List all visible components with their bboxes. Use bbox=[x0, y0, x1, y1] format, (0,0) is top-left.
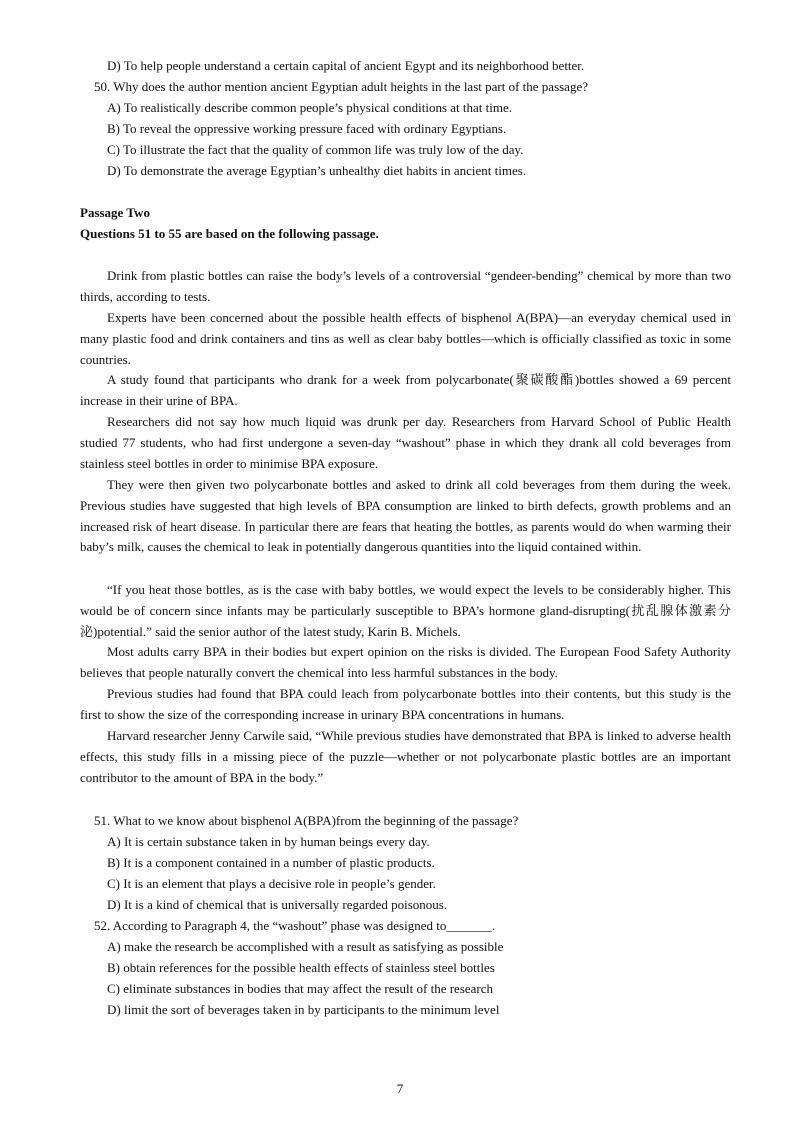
q50-option-c: C) To illustrate the fact that the quality of common life was truly low of the day. bbox=[107, 142, 524, 157]
q51-option-d: D) It is a kind of chemical that is universally regarded poisonous. bbox=[107, 897, 448, 912]
q51-option-c: C) It is an element that plays a decisive role in people’s gender. bbox=[107, 876, 436, 891]
q50-option-b: B) To reveal the oppressive working pressure faced with ordinary Egyptians. bbox=[107, 121, 507, 136]
q52-option-a: A) make the research be accomplished with a result as satisfying as possible bbox=[107, 939, 504, 954]
passage-paragraph-8: Previous studies had found that BPA could leach from polycarbonate bottles into their contents, but this study is the first to show the size of the corresponding increase in urinary BPA concentrations in humans. bbox=[80, 686, 731, 722]
q52-option-c: C) eliminate substances in bodies that may affect the result of the research bbox=[107, 981, 494, 996]
q51-option-b: B) It is a component contained in a number of plastic products. bbox=[107, 855, 435, 870]
passage-paragraph-7: Most adults carry BPA in their bodies but expert opinion on the risks is divided. The European Food Safety Authority believes that people naturally convert the chemical into less harmful substances in the body. bbox=[80, 644, 731, 680]
q51-stem: 51. What to we know about bisphenol A(BPA)from the beginning of the passage? bbox=[94, 813, 519, 828]
q49-option-d: D) To help people understand a certain capital of ancient Egypt and its neighborhood better. bbox=[107, 58, 585, 73]
q52-stem: 52. According to Paragraph 4, the “washout” phase was designed to_______. bbox=[94, 918, 496, 933]
passage-paragraph-5: They were then given two polycarbonate bottles and asked to drink all cold beverages from them during the week. Previous studies have suggested that high levels of BPA consumption are linked to birth defects, growth problems and an increased risk of heart disease. In particular there are fears that heating the bottles, as parents would do when warming their baby’s milk, causes the chemical to leak in potentially dangerous quantities into the liquid contained within. bbox=[80, 477, 731, 555]
q52-option-d: D) limit the sort of beverages taken in by participants to the minimum level bbox=[107, 1002, 500, 1017]
passage-paragraph-9: Harvard researcher Jenny Carwile said, “While previous studies have demonstrated that BPA is linked to adverse health effects, this study fills in a missing piece of the puzzle—whether or not polycarbonate plastic bottles are an important contributor to the amount of BPA in the body.” bbox=[80, 728, 731, 785]
passage-paragraph-6: “If you heat those bottles, as is the case with baby bottles, we would expect the levels to be considerably higher. This would be of concern since infants may be particularly susceptible to BPA’s hormone gland-disrupting(扰乱腺体激素分泌)potential.” said the senior author of the latest study, Karin B. Michels. bbox=[80, 582, 731, 639]
passage-instruction: Questions 51 to 55 are based on the following passage. bbox=[80, 226, 379, 241]
passage-paragraph-3: A study found that participants who drank for a week from polycarbonate(聚碳酸酯)bottles showed a 69 percent increase in their urine of BPA. bbox=[80, 372, 731, 408]
q52-option-b: B) obtain references for the possible health effects of stainless steel bottles bbox=[107, 960, 495, 975]
q50-option-a: A) To realistically describe common people’s physical conditions at that time. bbox=[107, 100, 512, 115]
passage-paragraph-2: Experts have been concerned about the possible health effects of bisphenol A(BPA)—an everyday chemical used in many plastic food and drink containers and tins as well as clear baby bottles—which is officially classified as toxic in some countries. bbox=[80, 310, 731, 367]
q51-option-a: A) It is certain substance taken in by human beings every day. bbox=[107, 834, 430, 849]
page-number: 7 bbox=[396, 1081, 404, 1096]
q50-option-d: D) To demonstrate the average Egyptian’s unhealthy diet habits in ancient times. bbox=[107, 163, 527, 178]
passage-title: Passage Two bbox=[80, 205, 150, 220]
passage-paragraph-4: Researchers did not say how much liquid was drunk per day. Researchers from Harvard School of Public Health studied 77 students, who had first undergone a seven-day “washout” phase in which they drank all cold beverages from stainless steel bottles in order to minimise BPA exposure. bbox=[80, 414, 731, 471]
q50-stem: 50. Why does the author mention ancient Egyptian adult heights in the last part of the passage? bbox=[94, 79, 588, 94]
passage-paragraph-1: Drink from plastic bottles can raise the body’s levels of a controversial “gendeer-bending” chemical by more than two thirds, according to tests. bbox=[80, 268, 731, 304]
